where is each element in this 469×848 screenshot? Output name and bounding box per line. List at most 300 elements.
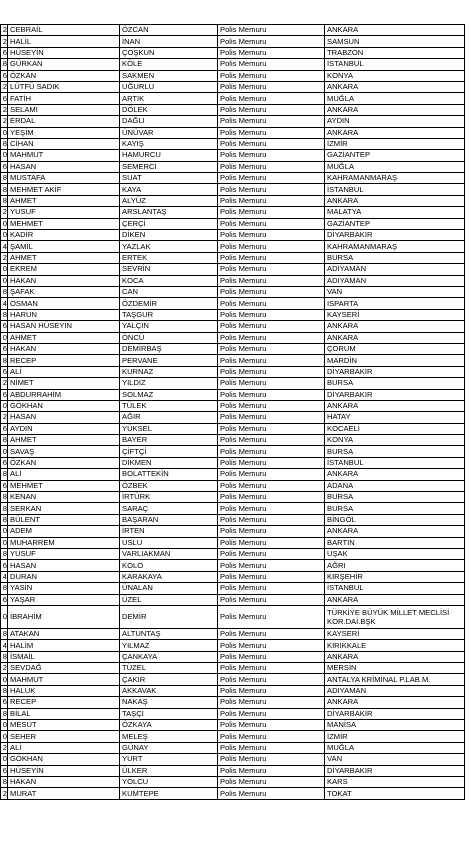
last-name-cell: SEMERCİ <box>120 161 218 172</box>
first-name-cell: DURAN <box>8 571 120 582</box>
table-row <box>1 457 465 468</box>
last-name-cell: TAŞGUR <box>120 309 218 320</box>
table-row <box>1 195 465 206</box>
first-name-cell: YUSUF <box>8 548 120 559</box>
row-number-cell: 2 <box>1 116 8 127</box>
title-cell: Polis Memuru <box>218 742 325 753</box>
last-name-cell: ÜLKER <box>120 765 218 776</box>
last-name-cell: SUAT <box>120 173 218 184</box>
last-name-cell: DEMİR <box>120 605 218 628</box>
title-cell: Polis Memuru <box>218 230 325 241</box>
last-name-cell: ÖZCAN <box>120 25 218 36</box>
row-number-cell: 0 <box>1 218 8 229</box>
table-row <box>1 469 465 480</box>
row-number-cell: 0 <box>1 264 8 275</box>
last-name-cell: ÖNCÜ <box>120 332 218 343</box>
row-number-cell: 2 <box>1 378 8 389</box>
title-cell: Polis Memuru <box>218 138 325 149</box>
first-name-cell: MESUT <box>8 720 120 731</box>
province-cell: ADIYAMAN <box>325 685 465 696</box>
table-row <box>1 138 465 149</box>
province-cell: AYDIN <box>325 116 465 127</box>
province-cell: İSTANBUL <box>325 184 465 195</box>
table-row <box>1 537 465 548</box>
table-row <box>1 765 465 776</box>
table-row <box>1 742 465 753</box>
table-row <box>1 720 465 731</box>
title-cell: Polis Memuru <box>218 59 325 70</box>
last-name-cell: ERTEK <box>120 252 218 263</box>
title-cell: Polis Memuru <box>218 207 325 218</box>
title-cell: Polis Memuru <box>218 423 325 434</box>
title-cell: Polis Memuru <box>218 446 325 457</box>
row-number-cell: 8 <box>1 777 8 788</box>
last-name-cell: YAZLAK <box>120 241 218 252</box>
row-number-cell: 0 <box>1 731 8 742</box>
table-row <box>1 674 465 685</box>
first-name-cell: HASAN <box>8 560 120 571</box>
table-row <box>1 685 465 696</box>
last-name-cell: YALÇIN <box>120 321 218 332</box>
province-cell: BURSA <box>325 378 465 389</box>
province-cell: KONYA <box>325 435 465 446</box>
title-cell: Polis Memuru <box>218 104 325 115</box>
table-row <box>1 526 465 537</box>
first-name-cell: MEHMET <box>8 480 120 491</box>
last-name-cell: AKKAVAK <box>120 685 218 696</box>
province-cell: KAHRAMANMARAŞ <box>325 241 465 252</box>
title-cell: Polis Memuru <box>218 788 325 799</box>
first-name-cell: HASAN <box>8 161 120 172</box>
first-name-cell: CİHAN <box>8 138 120 149</box>
row-number-cell: 6 <box>1 423 8 434</box>
last-name-cell: DÖLEK <box>120 104 218 115</box>
title-cell: Polis Memuru <box>218 378 325 389</box>
last-name-cell: SAKMEN <box>120 70 218 81</box>
table-row <box>1 492 465 503</box>
table-row <box>1 218 465 229</box>
row-number-cell: 8 <box>1 184 8 195</box>
province-cell: TRABZON <box>325 47 465 58</box>
title-cell: Polis Memuru <box>218 651 325 662</box>
province-cell: ANKARA <box>325 332 465 343</box>
province-cell: ANKARA <box>325 469 465 480</box>
table-row <box>1 446 465 457</box>
table-row <box>1 754 465 765</box>
province-cell: MUĞLA <box>325 161 465 172</box>
row-number-cell: 2 <box>1 788 8 799</box>
row-number-cell: 6 <box>1 389 8 400</box>
last-name-cell: MELEŞ <box>120 731 218 742</box>
last-name-cell: ÜNALAN <box>120 583 218 594</box>
title-cell: Polis Memuru <box>218 720 325 731</box>
last-name-cell: ÖZDEMİR <box>120 298 218 309</box>
title-cell: Polis Memuru <box>218 492 325 503</box>
last-name-cell: ÇERÇİ <box>120 218 218 229</box>
row-number-cell: 4 <box>1 298 8 309</box>
last-name-cell: CAN <box>120 286 218 297</box>
province-cell: BARTIN <box>325 537 465 548</box>
row-number-cell: 6 <box>1 594 8 605</box>
title-cell: Polis Memuru <box>218 184 325 195</box>
first-name-cell: İSMAİL <box>8 651 120 662</box>
first-name-cell: AHMET <box>8 252 120 263</box>
table-row <box>1 378 465 389</box>
province-cell: ANKARA <box>325 697 465 708</box>
table-row <box>1 640 465 651</box>
row-number-cell: 0 <box>1 275 8 286</box>
last-name-cell: TAŞÇI <box>120 708 218 719</box>
province-cell: İZMİR <box>325 731 465 742</box>
first-name-cell: MEHMET <box>8 218 120 229</box>
table-row <box>1 731 465 742</box>
last-name-cell: BAYER <box>120 435 218 446</box>
title-cell: Polis Memuru <box>218 36 325 47</box>
last-name-cell: İRTEN <box>120 526 218 537</box>
table-row <box>1 127 465 138</box>
province-cell: TOKAT <box>325 788 465 799</box>
table-row <box>1 252 465 263</box>
last-name-cell: KUMTEPE <box>120 788 218 799</box>
title-cell: Polis Memuru <box>218 548 325 559</box>
first-name-cell: AHMET <box>8 435 120 446</box>
last-name-cell: ÜZEL <box>120 594 218 605</box>
row-number-cell: 2 <box>1 81 8 92</box>
province-cell: DİYARBAKIR <box>325 765 465 776</box>
table-row <box>1 59 465 70</box>
title-cell: Polis Memuru <box>218 195 325 206</box>
first-name-cell: HAKAN <box>8 275 120 286</box>
first-name-cell: HÜSEYİN <box>8 47 120 58</box>
table-row <box>1 298 465 309</box>
province-cell: TÜRKİYE BÜYÜK MİLLET MECLİSİ KOR.DAİ.BŞK <box>325 605 465 628</box>
table-row <box>1 412 465 423</box>
first-name-cell: MUSTAFA <box>8 173 120 184</box>
province-cell: KONYA <box>325 70 465 81</box>
last-name-cell: ÜNÜVAR <box>120 127 218 138</box>
last-name-cell: TÜLEK <box>120 400 218 411</box>
province-cell: ANKARA <box>325 651 465 662</box>
row-number-cell: 6 <box>1 343 8 354</box>
province-cell: ANKARA <box>325 104 465 115</box>
title-cell: Polis Memuru <box>218 298 325 309</box>
table-row <box>1 697 465 708</box>
row-number-cell: 8 <box>1 138 8 149</box>
province-cell: ANTALYA KRİMİNAL P.LAB.M. <box>325 674 465 685</box>
last-name-cell: KÖLE <box>120 59 218 70</box>
province-cell: BURSA <box>325 446 465 457</box>
last-name-cell: DİKMEN <box>120 457 218 468</box>
title-cell: Polis Memuru <box>218 161 325 172</box>
row-number-cell: 6 <box>1 70 8 81</box>
title-cell: Polis Memuru <box>218 25 325 36</box>
table-row <box>1 571 465 582</box>
first-name-cell: SAVAŞ <box>8 446 120 457</box>
row-number-cell: 6 <box>1 457 8 468</box>
province-cell: KOCAELİ <box>325 423 465 434</box>
province-cell: ANKARA <box>325 400 465 411</box>
title-cell: Polis Memuru <box>218 81 325 92</box>
row-number-cell: 6 <box>1 47 8 58</box>
last-name-cell: KURNAZ <box>120 366 218 377</box>
table-row <box>1 286 465 297</box>
first-name-cell: NİMET <box>8 378 120 389</box>
table-row <box>1 480 465 491</box>
last-name-cell: İNAN <box>120 36 218 47</box>
row-number-cell: 4 <box>1 640 8 651</box>
first-name-cell: GÜRKAN <box>8 59 120 70</box>
province-cell: ANKARA <box>325 195 465 206</box>
province-cell: DİYARBAKIR <box>325 230 465 241</box>
first-name-cell: İBRAHİM <box>8 605 120 628</box>
last-name-cell: ÇOŞKUN <box>120 47 218 58</box>
province-cell: MALATYA <box>325 207 465 218</box>
row-number-cell: 8 <box>1 583 8 594</box>
province-cell: İSTANBUL <box>325 457 465 468</box>
row-number-cell: 6 <box>1 321 8 332</box>
last-name-cell: İRTÜRK <box>120 492 218 503</box>
table-row <box>1 321 465 332</box>
province-cell: MUĞLA <box>325 93 465 104</box>
row-number-cell: 8 <box>1 685 8 696</box>
province-cell: DİYARBAKIR <box>325 708 465 719</box>
row-number-cell: 2 <box>1 104 8 115</box>
row-number-cell: 8 <box>1 286 8 297</box>
province-cell: BURSA <box>325 503 465 514</box>
title-cell: Polis Memuru <box>218 640 325 651</box>
table-row <box>1 173 465 184</box>
province-cell: UŞAK <box>325 548 465 559</box>
province-cell: İZMİR <box>325 138 465 149</box>
title-cell: Polis Memuru <box>218 457 325 468</box>
row-number-cell: 0 <box>1 526 8 537</box>
row-number-cell: 6 <box>1 697 8 708</box>
province-cell: ANKARA <box>325 127 465 138</box>
table-row <box>1 150 465 161</box>
personnel-table-body <box>1 25 465 800</box>
table-row <box>1 423 465 434</box>
row-number-cell: 8 <box>1 503 8 514</box>
title-cell: Polis Memuru <box>218 605 325 628</box>
first-name-cell: ERDAL <box>8 116 120 127</box>
title-cell: Polis Memuru <box>218 560 325 571</box>
title-cell: Polis Memuru <box>218 731 325 742</box>
row-number-cell: 8 <box>1 514 8 525</box>
first-name-cell: RECEP <box>8 697 120 708</box>
first-name-cell: AHMET <box>8 195 120 206</box>
last-name-cell: TÜZEL <box>120 663 218 674</box>
first-name-cell: KADİR <box>8 230 120 241</box>
title-cell: Polis Memuru <box>218 116 325 127</box>
row-number-cell: 0 <box>1 537 8 548</box>
last-name-cell: ÇANKAYA <box>120 651 218 662</box>
title-cell: Polis Memuru <box>218 708 325 719</box>
row-number-cell: 0 <box>1 332 8 343</box>
row-number-cell: 0 <box>1 446 8 457</box>
table-row <box>1 93 465 104</box>
table-row <box>1 708 465 719</box>
first-name-cell: YASİN <box>8 583 120 594</box>
title-cell: Polis Memuru <box>218 173 325 184</box>
title-cell: Polis Memuru <box>218 241 325 252</box>
title-cell: Polis Memuru <box>218 275 325 286</box>
title-cell: Polis Memuru <box>218 674 325 685</box>
first-name-cell: ALİ <box>8 469 120 480</box>
first-name-cell: ADEM <box>8 526 120 537</box>
title-cell: Polis Memuru <box>218 264 325 275</box>
first-name-cell: LÜTFÜ SADIK <box>8 81 120 92</box>
province-cell: BURSA <box>325 252 465 263</box>
table-row <box>1 788 465 799</box>
first-name-cell: HALİL <box>8 36 120 47</box>
title-cell: Polis Memuru <box>218 47 325 58</box>
last-name-cell: YURT <box>120 754 218 765</box>
first-name-cell: MUHARREM <box>8 537 120 548</box>
title-cell: Polis Memuru <box>218 480 325 491</box>
last-name-cell: KAYA <box>120 184 218 195</box>
table-row <box>1 332 465 343</box>
table-row <box>1 503 465 514</box>
row-number-cell: 8 <box>1 492 8 503</box>
first-name-cell: MAHMUT <box>8 674 120 685</box>
title-cell: Polis Memuru <box>218 321 325 332</box>
title-cell: Polis Memuru <box>218 218 325 229</box>
last-name-cell: ALTUNTAŞ <box>120 628 218 639</box>
title-cell: Polis Memuru <box>218 252 325 263</box>
first-name-cell: MEHMET AKİF <box>8 184 120 195</box>
row-number-cell: 8 <box>1 309 8 320</box>
first-name-cell: ŞAFAK <box>8 286 120 297</box>
province-cell: HATAY <box>325 412 465 423</box>
title-cell: Polis Memuru <box>218 309 325 320</box>
last-name-cell: BOLATTEKİN <box>120 469 218 480</box>
row-number-cell: 6 <box>1 480 8 491</box>
province-cell: BİNGÖL <box>325 514 465 525</box>
first-name-cell: BÜLENT <box>8 514 120 525</box>
row-number-cell: 6 <box>1 560 8 571</box>
province-cell: ANKARA <box>325 321 465 332</box>
last-name-cell: YOLCU <box>120 777 218 788</box>
row-number-cell: 8 <box>1 59 8 70</box>
title-cell: Polis Memuru <box>218 93 325 104</box>
first-name-cell: FATİH <box>8 93 120 104</box>
first-name-cell: GÖKHAN <box>8 400 120 411</box>
table-row <box>1 400 465 411</box>
first-name-cell: HASAN <box>8 412 120 423</box>
table-row <box>1 355 465 366</box>
first-name-cell: SEHER <box>8 731 120 742</box>
title-cell: Polis Memuru <box>218 127 325 138</box>
table-row <box>1 594 465 605</box>
title-cell: Polis Memuru <box>218 697 325 708</box>
last-name-cell: VARLIAKMAN <box>120 548 218 559</box>
province-cell: DİYARBAKIR <box>325 389 465 400</box>
first-name-cell: SERKAN <box>8 503 120 514</box>
table-row <box>1 264 465 275</box>
last-name-cell: BAŞARAN <box>120 514 218 525</box>
table-row <box>1 343 465 354</box>
first-name-cell: HÜSEYİN <box>8 765 120 776</box>
province-cell: KARS <box>325 777 465 788</box>
first-name-cell: ABDURRAHİM <box>8 389 120 400</box>
province-cell: ANKARA <box>325 526 465 537</box>
table-row <box>1 116 465 127</box>
province-cell: DİYARBAKIR <box>325 366 465 377</box>
last-name-cell: PERVANE <box>120 355 218 366</box>
row-number-cell: 0 <box>1 720 8 731</box>
last-name-cell: ÇİFTÇİ <box>120 446 218 457</box>
last-name-cell: ÖZKAYA <box>120 720 218 731</box>
province-cell: SAMSUN <box>325 36 465 47</box>
table-row <box>1 651 465 662</box>
first-name-cell: BİLAL <box>8 708 120 719</box>
row-number-cell: 8 <box>1 355 8 366</box>
row-number-cell: 2 <box>1 207 8 218</box>
row-number-cell: 8 <box>1 651 8 662</box>
title-cell: Polis Memuru <box>218 765 325 776</box>
row-number-cell: 2 <box>1 663 8 674</box>
table-row <box>1 241 465 252</box>
first-name-cell: AYDIN <box>8 423 120 434</box>
last-name-cell: YÜKSEL <box>120 423 218 434</box>
table-row <box>1 548 465 559</box>
first-name-cell: ALİ <box>8 742 120 753</box>
row-number-cell: 2 <box>1 742 8 753</box>
province-cell: ADIYAMAN <box>325 264 465 275</box>
first-name-cell: SEVDAĞ <box>8 663 120 674</box>
first-name-cell: HALİM <box>8 640 120 651</box>
last-name-cell: DAĞLI <box>120 116 218 127</box>
last-name-cell: SEVRİN <box>120 264 218 275</box>
last-name-cell: NAKAŞ <box>120 697 218 708</box>
province-cell: BURSA <box>325 492 465 503</box>
table-row <box>1 663 465 674</box>
title-cell: Polis Memuru <box>218 286 325 297</box>
table-row <box>1 389 465 400</box>
last-name-cell: KAYIŞ <box>120 138 218 149</box>
last-name-cell: SARAÇ <box>120 503 218 514</box>
first-name-cell: YUSUF <box>8 207 120 218</box>
last-name-cell: ARSLANTAŞ <box>120 207 218 218</box>
province-cell: KIRIKKALE <box>325 640 465 651</box>
province-cell: MUĞLA <box>325 742 465 753</box>
province-cell: ISPARTA <box>325 298 465 309</box>
province-cell: KAHRAMANMARAŞ <box>325 173 465 184</box>
title-cell: Polis Memuru <box>218 435 325 446</box>
first-name-cell: ÖZKAN <box>8 457 120 468</box>
row-number-cell: 2 <box>1 412 8 423</box>
row-number-cell: 8 <box>1 173 8 184</box>
row-number-cell: 8 <box>1 195 8 206</box>
first-name-cell: HALUK <box>8 685 120 696</box>
row-number-cell: 0 <box>1 230 8 241</box>
title-cell: Polis Memuru <box>218 594 325 605</box>
row-number-cell: 8 <box>1 628 8 639</box>
row-number-cell: 0 <box>1 400 8 411</box>
first-name-cell: ALİ <box>8 366 120 377</box>
table-row <box>1 161 465 172</box>
province-cell: VAN <box>325 286 465 297</box>
title-cell: Polis Memuru <box>218 389 325 400</box>
table-row <box>1 70 465 81</box>
last-name-cell: UĞURLU <box>120 81 218 92</box>
province-cell: AĞRI <box>325 560 465 571</box>
table-row <box>1 605 465 628</box>
table-row <box>1 275 465 286</box>
row-number-cell: 0 <box>1 674 8 685</box>
table-row <box>1 184 465 195</box>
first-name-cell: GÖKHAN <box>8 754 120 765</box>
